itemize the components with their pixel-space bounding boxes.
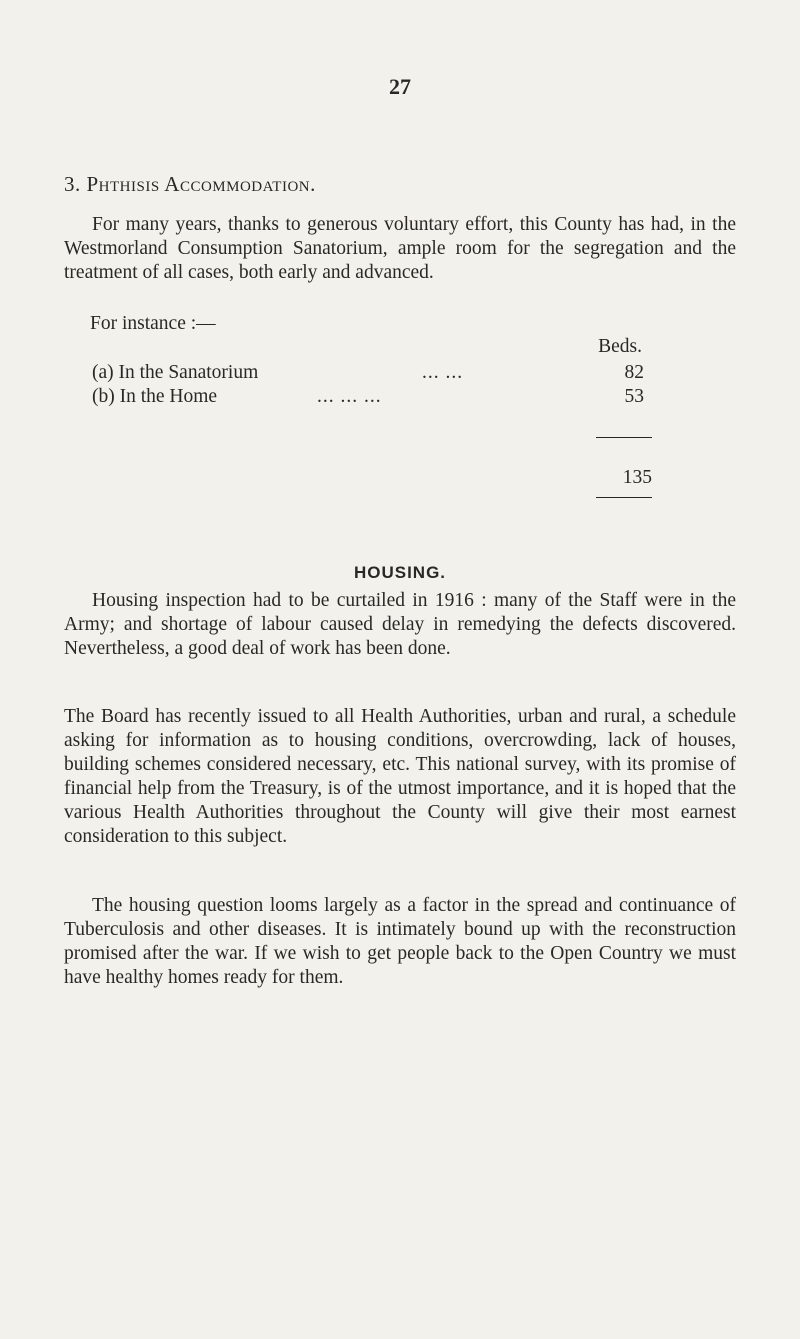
intro-paragraph: For many years, thanks to generous voluntary effort, this County has had, in the Westmorland Consumption Sanatorium, ample room for the segregation and the treatment of all cases, both early and advanced. (64, 214, 736, 283)
beds-row-value: 53 (624, 386, 644, 407)
housing-paragraph-1: Housing inspection had to be curtailed in 1916 : many of the Staff were in the Army; and shortage of labour caused delay in remedying the defects discovered. Nevertheless, a good deal of work has been done. (64, 590, 736, 659)
beds-row-label: (a) In the Sanatorium (92, 362, 259, 383)
beds-row-value: 82 (624, 362, 644, 383)
housing-paragraph-3: The housing question looms largely as a factor in the spread and continuance of Tuberculosis and other diseases. It is intimately bound up with the reconstruction promised after the war. If we wish to get people back to the Open Country we must have healthy homes ready for them. (64, 895, 736, 988)
total-rule-top (596, 437, 652, 438)
beds-total: 135 (622, 467, 652, 488)
section-title-text: Phthisis Accommodation. (86, 172, 316, 196)
beds-row-home (92, 386, 652, 410)
section-title (64, 172, 316, 197)
beds-row-leader: ... ... (422, 362, 464, 383)
instance-label: For instance :— (90, 313, 216, 334)
beds-row-sanatorium (92, 362, 652, 386)
housing-paragraph-2: The Board has recently issued to all Health Authorities, urban and rural, a schedule asking for information as to housing conditions, overcrowding, lack of houses, building schemes considered necessary, etc. This national survey, with its promise of financial help from the Treasury, is of the utmost importance, and it is hoped that the various Health Authorities throughout the County will give their most earnest consideration to this subject. (64, 706, 736, 847)
page-number: 27 (389, 74, 411, 99)
housing-heading: HOUSING. (353, 563, 447, 582)
beds-row-label: (b) In the Home (92, 386, 218, 407)
beds-row-leader: ... ... ... (317, 386, 382, 407)
total-rule-bottom (596, 497, 652, 498)
section-number: 3. (64, 172, 81, 196)
beds-column-header: Beds. (598, 336, 642, 357)
